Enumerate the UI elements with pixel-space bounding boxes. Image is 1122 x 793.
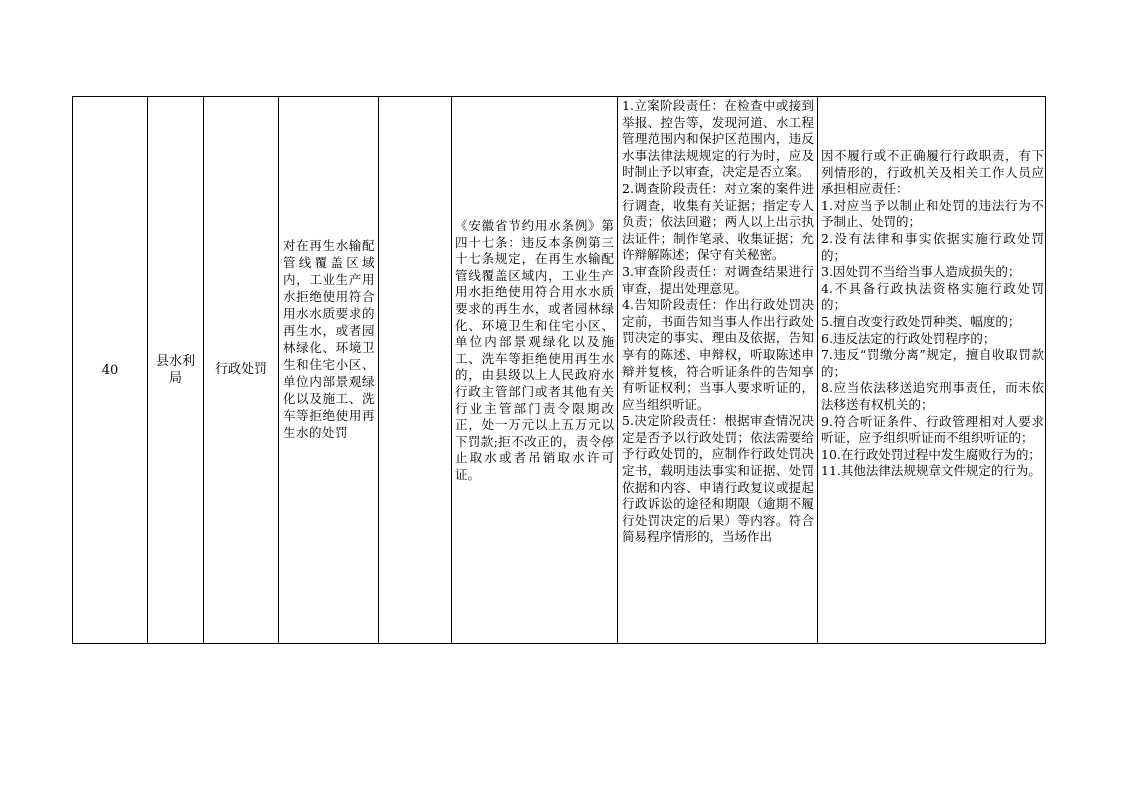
accountability-item: 6.违反法定的行政处罚程序的；	[821, 330, 996, 346]
accountability-item: 5.擅自改变行政处罚种类、幅度的；	[821, 313, 1021, 329]
responsibility-item: 2.调查阶段责任：对立案的案件进行调查，收集有关证据；指定专人负责；依法回避；两人以上出示执法证件；制作笔录、收集证据；允许辩解陈述；保守有关秘密。	[622, 180, 814, 263]
item-name-cell	[279, 97, 379, 643]
responsibility-item: 3.审查阶段责任：对调查结果进行审查，提出处理意见。	[622, 263, 814, 296]
accountability-intro: 因不履行或不正确履行行政职责，有下列情形的，行政机关及相关工作人员应承担相应责任：	[821, 148, 1044, 197]
accountability-item: 8.应当依法移送追究刑事责任，而未依法移送有权机关的；	[821, 380, 1044, 412]
accountability-item: 3.因处罚不当给当事人造成损失的；	[821, 264, 1021, 280]
responsibility-cell	[618, 97, 818, 643]
accountability-item: 10.在行政处罚过程中发生腐败行为的；	[821, 446, 1041, 462]
responsibility-list	[618, 98, 817, 546]
legal-basis-cell	[452, 97, 618, 643]
category-name: 行政处罚	[214, 361, 267, 377]
accountability-item: 2.没有法律和事实依据实施行政处罚的；	[821, 230, 1044, 263]
department-name: 县水利局	[155, 354, 195, 386]
category-cell	[204, 97, 279, 643]
legal-basis-text: 《安徽省节约用水条例》第四十七条：违反本条例第三十七条规定，在再生水输配管线覆盖区域内，工业生产用水拒绝使用符合用水水质要求的再生水，或者园林绿化、环境卫生和住宅小区、单位内部景观绿化以及施工、洗车等拒绝使用再生水的，由县级以上人民政府水行政主管部门或者其他有关行业主管部门责令限期改正，处一万元以上五万元以下罚款;拒不改正的，责令停止取水或者吊销取水许可证。	[455, 218, 614, 482]
power-list-table	[72, 96, 1046, 644]
responsibility-item: 1.立案阶段责任：在检查中或接到举报、控告等，发现河道、水工程管理范围内和保护区范围内，违反水事法律法规规定的行为时，应及时制止予以审查，决定是否立案。	[622, 98, 814, 180]
department-cell	[148, 97, 204, 643]
row-number: 40	[101, 362, 119, 378]
accountability-item: 11.其他法律法规规章文件规定的行为。	[821, 463, 1041, 479]
accountability-cell	[818, 97, 1047, 643]
accountability-item: 4.不具备行政执法资格实施行政处罚的；	[821, 280, 1044, 313]
accountability-item: 1.对应当予以制止和处罚的违法行为不予制止、处罚的；	[821, 197, 1044, 230]
accountability-item: 7.违反“罚缴分离”规定，擅自收取罚款的；	[821, 347, 1044, 379]
responsibility-item: 5.决定阶段责任：根据审查情况决定是否予以行政处罚；依法需要给予行政处罚的，应制作行政处罚决定书，载明违法事实和证据、处罚依据和内容、申请行政复议或提起行政诉讼的途径和期限（逾期不履行处罚决定的后果）等内容。符合简易程序情形的，当场作出	[622, 413, 814, 545]
responsibility-item: 4.告知阶段责任：作出行政处罚决定前，书面告知当事人作出行政处罚决定的事实、理由及依据，告知享有的陈述、申辩权，听取陈述申辩并复核，符合听证条件的告知享有听证权利；当事人要求听证的，应当组织听证。	[622, 297, 814, 412]
accountability-list	[818, 148, 1047, 480]
row-number-cell	[73, 97, 148, 643]
accountability-item: 9.符合听证条件、行政管理相对人要求听证，应予组织听证而不组织听证的；	[821, 413, 1044, 446]
sub-item-cell	[379, 97, 452, 643]
item-name: 对在再生水输配管线覆盖区域内，工业生产用水拒绝使用符合用水水质要求的再生水，或者园林绿化、环境卫生和住宅小区、单位内部景观绿化以及施工、洗车等拒绝使用再生水的处罚	[283, 238, 375, 440]
